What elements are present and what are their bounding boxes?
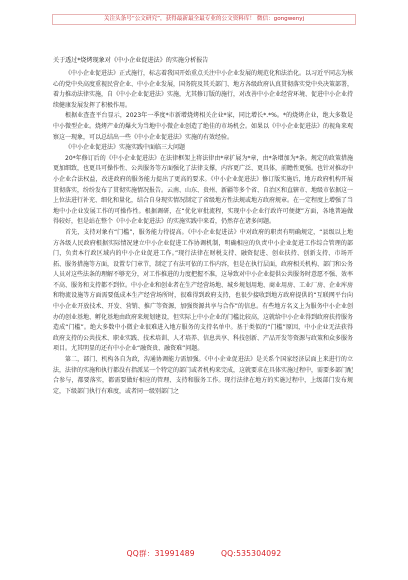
contact-footer <box>0 548 408 559</box>
paragraph: 《中小企业促进法》正式施行，标志着我国开始重点关注中小企业发展的规范化和法治化。以习近平同志为核心的党中央高度重视民营企业、中小企业发展，国务院及其关部门、地方各级政府认真贯彻落实党中央决策部署，着力推动法律实施，自《中小企业促进法》实施，尤其修订版的施行，对改善中小企业经营环境、促进中小企业持续健康发展发挥了积极作用。 <box>53 70 354 109</box>
promo-banner[interactable]: 关注头条号“公文研究”，获得最新最全最专业的公文资料库！ 微信：gongwenyj <box>52 14 356 25</box>
section-heading: 《中小企业促进法》实施实践中面临三大问题 <box>65 144 186 152</box>
qq-text: QQ:535304092 <box>220 549 282 558</box>
paragraph: 根据业查查平台显示，2023年一季度*市新增烧烤相关企业*家，同比增长*.*%。*的烧烤企业，绝大多数是中小微型企业。烧烤产业的爆火为当地中小微企业创造了绝佳的市场机会。如果以《中小企业促进法》的视角来观察这一现象，可以总结出一些《中小企业促进法》实施的有效经验。 <box>53 112 354 141</box>
paragraph: 首先，支持对象有“门槛”，服务能力待提高。《中小企业促进法》中对政府的职责有明确规定，“县级以上地方各级人民政府根据实际情况建立中小企业促进工作协调机制，明确相应的负责中小企业促进工作综合管理的部门，负责本行政区域内的中小企业促进工作。”现行法律在财税支持、融资促进、创业扶持、创新支持、市场开拓、服务措施等方面，设置专门章节，制定了有法可依的工作内容，但是在执行层面，政府相关机构、部门和公务人员对这些法条的理解不够充分，对工作推进的力度把握不准，这导致对中小企业提供公共服务时意愿不强、效率不高、服务和支持都不到位。中小企业和创业者在生产经营场地、城乡规划用地、商业用房、工业厂房、企业库房和物流设施等方面需要低成本生产经营场所时，很难得到政府支持，也很少接收到地方政府提供的“互联网平台向中小企业开放技术、开发、营销、推广等资源，加强资源共享与合作”的信息。有些地方名义上为服务中小企业创办的创业基地、孵化基地由政府来规划建设，但实际上中小企业的门槛比较高，这就给中小企业得到政府扶持服务造成“门槛”。绝大多数中小微企业很难进入地方服务的支持名单中。基于类似的“门槛”原因，中小企业无法获得政府支持的公共技术、职业实践、技术培训、人才培养、信息共享、科技创新、产品开发等资源与政策和众多服务项目。尤其明显的还有中小企业“融资贵、融资难”问题。 <box>53 228 354 353</box>
qq-group-text: QQ群：31991489 <box>126 549 195 558</box>
document-body <box>53 56 353 397</box>
paragraph: 第二，部门、机构各自为政，沟通协调能力需加强。《中小企业促进法》是关系个国家经济层面上来进行的立法，法律的实施和执行都没有指派某一个特定的部门或者机构来完成，这就要求在具体实施过程中，需要多部门配合参与，都要落实，都需要做好相应的管理、支持和服务工作。现行法律在地方的实施过程中，上级部门发布规定，下级部门执行有难度，或者同一级别部门之 <box>53 356 354 395</box>
paragraph: 20*年修订后的《中小企业促进法》在法律框架上将法律由*章扩展为*章，由*条增加为*条。规定的政策措施更加细致，也更具可操作性、公共服务等方面强化了法律支撑，内容更广泛、更具体，前瞻性更强。也针对推动中小企业合法权益，改进政府的服务能力提出了更高的要求。《中小企业促进法》修订版实施后，地方政府机构开展贯彻落实，纷纷发布了贯彻实施情况报告。云南、山东、贵州、新疆等多个省、自治区和直辖市、地级市依据这一上位法进行补充、细化和量化，结合自身现实情况制定了省级地方性法规或地方政府规章。在一定程度上增强了当地中小企业发展工作的可操作性。根据调研，在“优化审批流程，实现中小企业行政许可便捷”方面，各地普遍做得较好，但是站在整个《中小企业促进法》的实施实践中来看，仍然存在诸多问题。 <box>53 154 354 226</box>
document-title: 关于透过*烧烤现象对《中小企业促进法》的实施分析报告 <box>53 57 209 64</box>
